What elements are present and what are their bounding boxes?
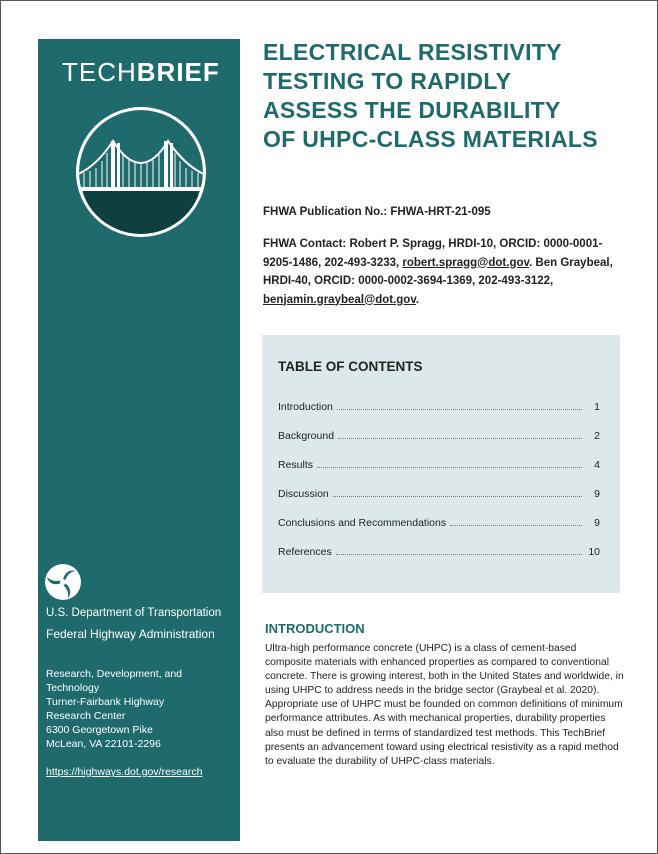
email-link-spragg[interactable]: robert.spragg@dot.gov: [402, 256, 530, 269]
address-line: McLean, VA 22101-2296: [46, 738, 161, 750]
toc-entry-page: 10: [588, 546, 600, 558]
toc-entry-label: Results: [278, 459, 314, 471]
address-line: Research, Development, and: [46, 668, 182, 680]
contact-text: . Ben Graybeal, HRDI-40, ORCID: 0000-0002-3694-1369, 202-493-3122,: [263, 256, 613, 287]
toc-entry-introduction[interactable]: [278, 397, 600, 413]
title-line: ELECTRICAL RESISTIVITY: [263, 39, 562, 65]
research-url-link[interactable]: https://highways.dot.gov/research: [46, 766, 203, 778]
introduction-heading: INTRODUCTION: [265, 621, 365, 636]
toc-entry-page: 1: [594, 401, 600, 413]
toc-entry-page: 4: [594, 459, 600, 471]
toc-leader: [337, 409, 582, 410]
toc-entry-results[interactable]: [278, 455, 600, 471]
introduction-paragraph: Ultra-high performance concrete (UHPC) is a class of cement-based composite materials with enhanced properties as compared to conventional concrete. There is growing interest, both in the United States and worldwide, in using UHPC to address needs in the bridge sector (Graybeal et al. 2020). Appropriate use of UHPC must be founded on common definitions of minimum performance attributes. As with mechanical properties, durability properties also must be defined in terms of standardized test methods. This TechBrief presents an advancement toward using electrical resistivity as a rapid method to evaluate the durability of UHPC-class materials.: [265, 643, 624, 767]
toc-entry-conclusions[interactable]: [278, 513, 600, 529]
toc-entry-page: 9: [594, 488, 600, 500]
address-line: Technology: [46, 682, 100, 694]
toc-leader: [317, 467, 582, 468]
toc-leader: [336, 554, 582, 555]
toc-entry-discussion[interactable]: [278, 484, 600, 500]
email-link-graybeal[interactable]: benjamin.graybeal@dot.gov: [263, 293, 416, 306]
sidebar: [38, 39, 240, 841]
department-name: U.S. Department of Transportation: [46, 607, 222, 619]
toc-entry-references[interactable]: [278, 542, 600, 558]
toc-entry-page: 9: [594, 517, 600, 529]
address-line: 6300 Georgetown Pike: [46, 724, 153, 736]
toc-leader: [333, 496, 582, 497]
toc-leader: [338, 438, 582, 439]
address-line: Turner-Fairbank Highway: [46, 696, 165, 708]
dot-triskelion-logo-icon: [44, 563, 82, 601]
contact-info: [263, 235, 621, 309]
title-line: ASSESS THE DURABILITY: [263, 97, 561, 123]
bridge-emblem-icon: [74, 105, 208, 239]
toc-entry-label: Discussion: [278, 488, 329, 500]
agency-name: Federal Highway Administration: [46, 627, 215, 641]
contact-text: .: [415, 293, 420, 306]
address-line: Research Center: [46, 710, 126, 722]
table-of-contents: [262, 335, 620, 593]
toc-leader: [450, 525, 582, 526]
publication-number: FHWA Publication No.: FHWA-HRT-21-095: [263, 206, 491, 218]
toc-entry-label: Background: [278, 430, 335, 442]
toc-entry-label: References: [278, 546, 332, 558]
brand-light-text: TECH: [62, 57, 137, 87]
toc-entry-background[interactable]: [278, 426, 600, 442]
title-line: OF UHPC-CLASS MATERIALS: [263, 126, 598, 152]
address-block: [46, 667, 182, 751]
toc-entry-label: Introduction: [278, 401, 333, 413]
title-line: TESTING TO RAPIDLY: [263, 68, 512, 94]
techbrief-logo: [62, 57, 220, 88]
toc-title: TABLE OF CONTENTS: [278, 359, 423, 374]
brand-bold-text: BRIEF: [136, 57, 220, 87]
page-title: [263, 38, 623, 154]
toc-entry-page: 2: [594, 430, 600, 442]
toc-entry-label: Conclusions and Recommendations: [278, 517, 447, 529]
contact-text: FHWA Contact: Robert P. Spragg, HRDI-10, ORCID: 0000-0001-9205-1486, 202-493-3233,: [263, 238, 603, 269]
